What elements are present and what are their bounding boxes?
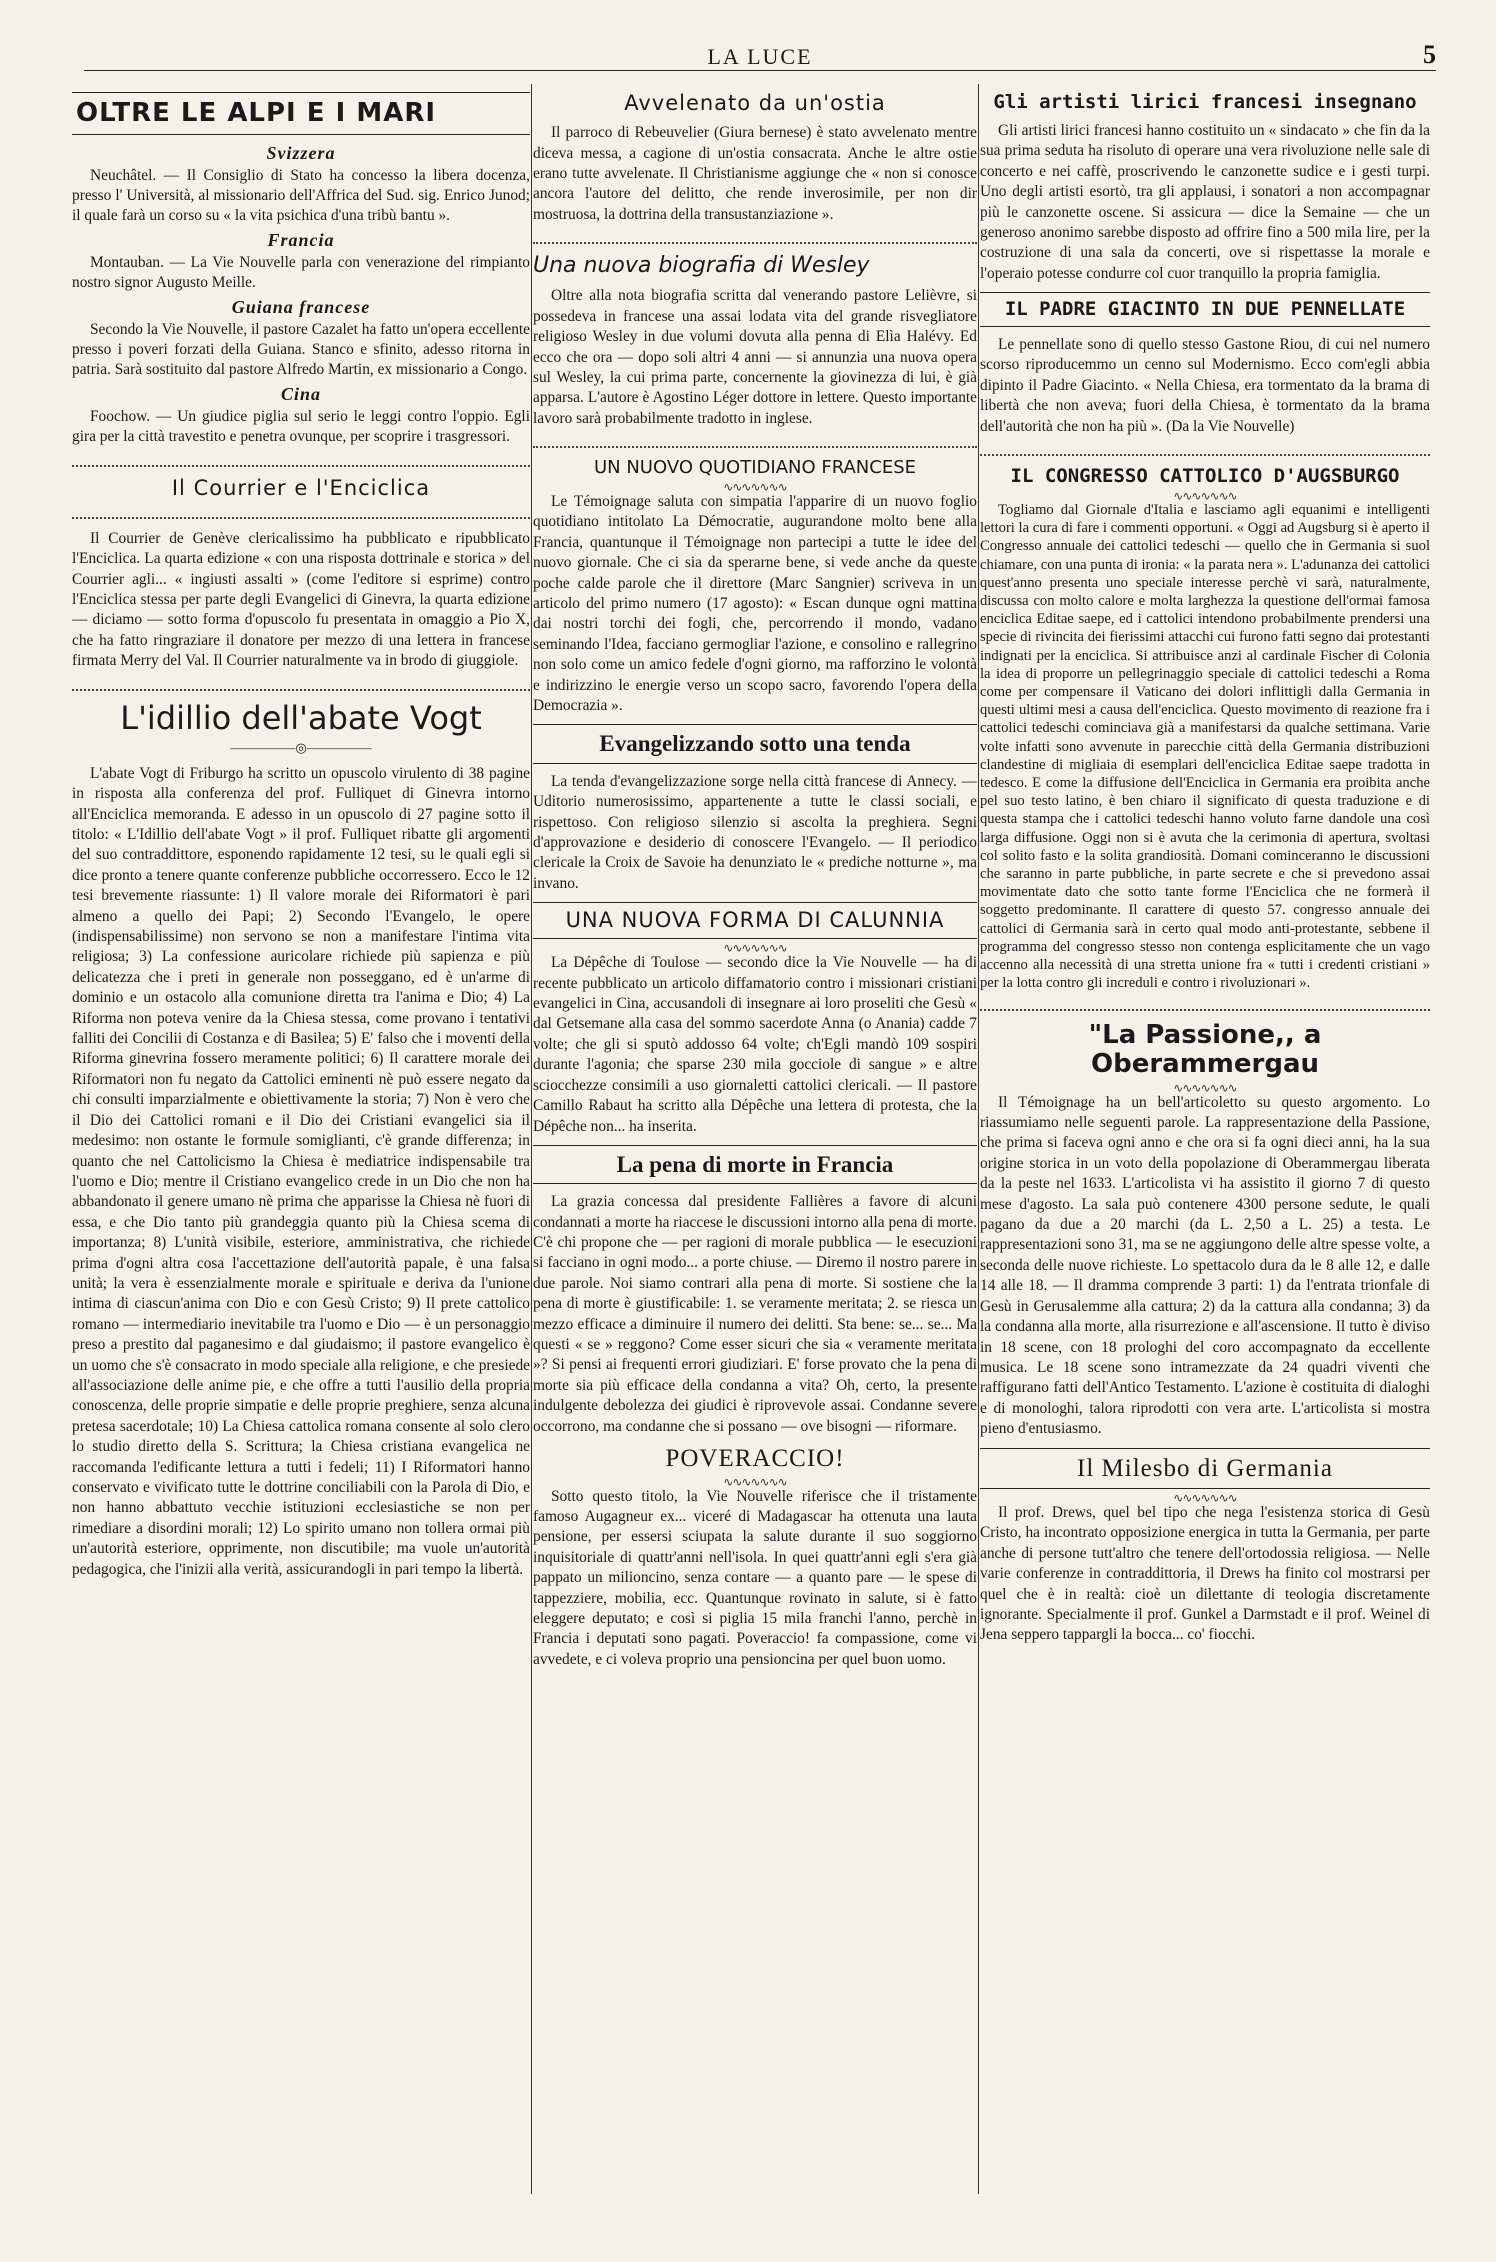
article-heading: Il Courrier e l'Enciclica <box>171 475 431 500</box>
section-divider <box>980 445 1430 456</box>
article-padre-giacinto <box>980 292 1430 437</box>
article-text: L'abate Vogt di Friburgo ha scritto un opuscolo virulento di 38 pagine in risposta alla conferenza del prof. Fulliquet di Ginevra intorno all'Enciclica memoranda. E adesso in un opuscolo di 27 pagine sotto il titolo: « L'Idillio dell'abate Vogt » il prof. Fulliquet ribatte gli argomenti del suo contraddittore, esponendo rapidamente 12 tesi, su le quali egli si dice pronto a tenere quante conferenze pubbliche occorressero. Ecco le 12 tesi brevemente riassunte: 1) Il valore morale dei Riformatori è pari almeno a quello dei Papi; 2) Secondo l'Evangelo, le opere (indispensabilissime) non servono se non a manifestare l'intima vita religiosa; 3) La confessione auricolare richiede più sapienza e più delicatezza che i preti in generale non posseggano, ed è un'arme di dominio e un ostacolo alla comunione diretta tra l'anima e Dio; 4) La Riforma non poteva venire da la Chiesa stessa, come provano i tentativi falliti dei Concilii di Costanza e di Basilea; 5) E' falso che i moventi della Riforma ginevrina fossero meramente politici; 6) Il carattere morale dei Riformatori non fu negato da Cattolici eminenti nè può essere negato da chi consulti imparzialmente e obiettivamente la storia; 7) Non è vero che il Dio dei Cattolici romani e il Dio dei Cristiani evangelici sia il medesimo: non ostante le formule somiglianti, c'è grande differenza; in quanto che nel Cattolicismo la Chiesa è mediatrice indispensabile tra l'uomo e Dio; mentre il Cristiano evangelico crede in un Dio che non ha abbandonato il genere umano nè prima che apparisse la Chiesa nè fuori di essa, e che Dio tanto più grandeggia quanto più la Chiesa scema di importanza; 8) L'unità visibile, esteriore, amministrativa, che richiede prima d'ogni altra cosa l'accettazione dell'autorità papale, è una falsa unità; la vera è essenzialmente morale e spirituale e deriva da l'unione intima di ciascun'anima con Dio e con Gesù Cristo; 9) Il prete cattolico romano — intermediario inevitabile tra l'uomo e Dio — è un personaggio preso a prestito dal paganesimo e dal giudaismo; il pastore evangelico è un uomo che s'è consacrato in modo speciale alla religione, e che presiede all'associazione delle anime pie, e che offre a tutti l'ausilio della propria conoscenza, delle proprie simpatie e delle proprie preghiere, senza alcuna pretesa sacerdotale; 10) La Chiesa cattolica romana consente al solo clero lo studio diretto della S. Scrittura; la Chiesa cristiana evangelica ne raccomanda l'edificante lettura a tutti i fedeli; 11) I Riformatori hanno conservato e vivificato tutte le dottrine conciliabili con la Parola di Dio, e non hanno abbattuto vecchie istituzioni ecclesiastiche se non per rimediare a disordini morali; 12) Lo spirito umano non tollera ormai più un'autorità esteriore, opprimente, non discutibile; ma vuole un'autorità pedagogica, che l'inizii alla verità, assicurandogli in pari tempo la libertà. <box>72 764 530 1578</box>
article-text: Montauban. — La Vie Nouvelle parla con venerazione del rimpianto nostro signor Augusto Meille. <box>72 253 530 292</box>
article-quotidiano <box>533 458 977 716</box>
region-heading: Cina <box>280 383 322 404</box>
article-heading: POVERACCIO! <box>665 1445 845 1473</box>
article-pena-di-morte <box>533 1145 977 1437</box>
article-text: Foochow. — Un giudice piglia sul serio le leggi contro l'oppio. Egli gira per la città travestito e penetra ovunque, per scoprire i trasgressori. <box>72 407 530 446</box>
article-heading: L'idillio dell'abate Vogt <box>120 698 482 737</box>
article-heading: Una nuova biografia di Wesley <box>533 253 870 279</box>
ornament-icon: ∿∿∿∿∿∿∿ <box>723 1474 787 1489</box>
article-text: Le pennellate sono di quello stesso Gastone Riou, di cui nel numero scorso riproducemmo un cenno sul Modernismo. Ecco com'egli abbia dipinto il Padre Giacinto. « Nella Chiesa, era tormentato da la brama di libertà che non aveva; fuori della Chiesa, è tormentato da la brama dell'autorità che non ha più ». (Da la Vie Nouvelle) <box>980 336 1430 435</box>
article-heading: La pena di morte in Francia <box>533 1145 977 1184</box>
article-text: La Dépêche di Toulose — secondo dice la Vie Nouvelle — ha di recente pubblicato un articolo diffamatorio contro i missionari cristiani evangelici in Cina, accusandoli di insegnare ai loro proseliti che Gesù « dal Getsemane alla casa del sommo sacerdote Anna (o Anania) cadde 7 volte; che gli si sputò addosso 64 volte; ch'Egli mandò 109 sospiri durante l'agonia; che sparse 230 mila gocciole di sangue » e altre sciocchezze consimili a uso giornaletti cattolici clericali. — Il pastore Camillo Rabaut ha scritto alla Dépêche una lettera di protesta, che la Dépêche non... ha inserita. <box>533 954 977 1135</box>
article-artisti <box>980 92 1430 284</box>
region-heading: Guiana francese <box>231 296 371 317</box>
masthead <box>84 40 1436 71</box>
region-heading: Francia <box>267 229 335 250</box>
heading-rule <box>72 508 530 519</box>
section-divider <box>533 233 977 244</box>
column-1 <box>72 86 530 1588</box>
article-heading: Il Milesbo di Germania <box>980 1448 1430 1490</box>
article-text: Il parroco di Rebeuvelier (Giura bernese) è stato avvelenato mentre diceva messa, a cagione di un'ostia consacrata. Anche le altre ostie erano tutte avvelenate. Il Christianisme aggiunge che « non si conosce ancora l'autore del delitto, che rende inverosimile, per non dir mostruosa, la dottrina della transustanziazione ». <box>533 124 977 223</box>
article-heading: Evangelizzando sotto una tenda <box>533 724 977 763</box>
article-idillio <box>72 698 530 1580</box>
newspaper-title: LA LUCE <box>707 44 813 69</box>
article-poveraccio <box>533 1445 977 1670</box>
article-text: Gli artisti lirici francesi hanno costituito un « sindacato » che fin da la sua prima seduta ha risoluto di operare una vera rivoluzione nelle sale di concerto e nei caffè, proscrivendo le canzonette sudice e i gesti turpi. Uno degli artisti esortò, tra gli applausi, i sonatori a non accompagnar più le canzonette oscene. Si assicura — dice la Semaine — che un generoso anonimo sarebbe disposto ad offrire fino a 500 mila lire, per la costruzione di una sala da concerti, ove si rispettasse la morale e l'operaio potesse condurre col cuor tranquillo la propria famiglia. <box>980 121 1430 282</box>
article-congresso <box>980 466 1430 992</box>
article-heading: "La Passione,, a Oberammergau <box>1088 1020 1322 1080</box>
section-divider <box>72 680 530 691</box>
ornament-icon: ∿∿∿∿∿∿∿ <box>1173 1491 1237 1506</box>
ornament-icon: ∿∿∿∿∿∿∿ <box>1173 488 1237 503</box>
article-courrier <box>72 477 530 672</box>
article-passione <box>980 1021 1430 1439</box>
article-text: Le Témoignage saluta con simpatia l'apparire di un nuovo foglio quotidiano intitolato La Démocratie, augurandone molto bene alla Francia, quantunque il Témoignage non partecipi a tutte le idee del nuovo giornale. Che ci sia da sperarne bene, si vede anche da queste poche calde parole che il direttore (Marc Sangnier) scriveva in un articolo del primo numero (17 agosto): « Escan dunque ogni mattina dai nostri torchi dei fogli, che, percorrendo il mondo, vadano seminando l'Idea, facciano germogliar l'azione, e consolino e rallegrino non solo come un amico fedele d'ogni giorno, ma rafforzino le volontà e indirizzino le energie verso un scopo sacro, favorendo l'opera della Democrazia ». <box>533 492 977 715</box>
article-text: Secondo la Vie Nouvelle, il pastore Cazalet ha fatto un'opera eccellente presso i poveri forzati della Guiana. Stanco e sfinito, adesso ritorna in patria. Sarà sostituito dal pastore Alfredo Martin, ex missionario a Congo. <box>72 320 530 379</box>
article-text: Togliamo dal Giornale d'Italia e lasciamo agli equanimi e intelligenti lettori la cura di fare i commenti opportuni. « Oggi ad Augsburg si è aperto il Congresso annuale dei cattolici tedeschi — quello che in Germania si suol chiamare, con una punta di ironia: « la parata nera ». L'adunanza dei cattolici quest'anno presenta uno speciale interesse perchè vi sarà, naturalmente, discussa con molto calore e molta larghezza la questione dell'ormai famosa enciclica Editae saepe, ed i cattolici intendono probabilmente prendersi una specie di rivincita dei fierissimi attacchi cui furono fatti segno dai protestanti indignati per la enciclica. Si attribuisce anzi al cardinale Fischer di Colonia la idea di proporre un pellegrinaggio speciale di cattolici tedeschi a Roma come per compensare il Vaticano dei dolori inflittigli dalla Germania in questi ultimi mesi a causa dell'enciclica. Questo movimento di reazione fra i cattolici tedeschi cominciava già a manifestarsi da qualche settimana. Varie volte infatti sono avvenute in parecchie città della Germania distribuzioni clandestine di migliaia di esemplari dell'enciclica Editae saepe tradotta in tedesco. E come la diffusione dell'Enciclica in Germania era proibita anche pel suo testo latino, è ben chiaro il significato di questa traduzione e di questa stampa che i cattolici tedeschi hanno voluto farne dandole una così larga diffusione. Oggi non si è avuta che la cerimonia di apertura, svoltasi col solito fasto e la solita grandiosità. Domani cominceranno le discussioni che saranno in parte pubbliche, in parte secrete e che si prevedono assai movimentate dato che sotto tante forme l'Enciclica che ne formerà il soggetto predominante. Il carattere di questo 57. congresso annuale dei cattolici di Germania sarà in certo qual modo anti-protestante, sebbene il programma del congresso stesso non contenga esplicitamente che un vago accenno alla necessità di una stretta unione fra « tutti i credenti cristiani » per la lotta contro gli increduli e contro i rivoluzionari ». <box>980 501 1430 992</box>
column-2 <box>533 86 977 1678</box>
article-oltre-le-alpi <box>72 92 530 448</box>
article-text: Il Témoignage ha un bell'articoletto su questo argomento. Lo riassumiamo nelle seguenti parole. La rappresentazione della Passione, che prima si faceva ogni anno e che ora si fa ogni dieci anni, ha la sua origine storica in un voto della popolazione di Oberammergau liberata da la peste nel 1633. L'articolista vi ha assistito il giorno 7 di questo mese d'agosto. La sala può contenere 4300 persone sedute, le quali pagano da due a 20 marchi (da L. 2,50 a L. 25) a testa. Le rappresentazioni sono 31, ma se ne aggiungono delle altre spesse volte, a seconda delle nuove richieste. Lo spettacolo dura da le 8 alle 12, e dalle 14 alle 18. — Il dramma comprende 3 parti: 1) da l'entrata trionfale di Gesù in Gerusalemme alla cattura; 2) da la cattura alla condanna; 3) da la condanna alla morte, alla risurrezione e all'ascensione. Il tutto è diviso in 18 scene, con 18 prologhi del coro accompagnato da eccellente musica. Le 18 scene sono intramezzate da 24 quadri viventi che raffigurano fatti dell'Antico Testamento. L'azione è costituita di dialoghi e di monologhi, talora riprodotti con vera arte. L'articolista si mostra pieno d'entusiasmo. <box>980 1093 1430 1438</box>
column-3 <box>980 86 1430 1654</box>
ornament-icon: ∿∿∿∿∿∿∿ <box>723 479 787 494</box>
article-heading: OLTRE LE ALPI E I MARI <box>72 92 530 135</box>
article-heading: Avvelenato da un'ostia <box>624 91 886 115</box>
article-heading: IL CONGRESSO CATTOLICO D'AUGSBURGO <box>1010 465 1400 488</box>
article-text: Sotto questo titolo, la Vie Nouvelle riferisce che il tristamente famoso Augagneur ex... viceré di Madagascar ha ottenuta una lauta pensione, per essersi sciupata la salute durante il suo soggiorno inquisitoriale di quattr'anni nell'isola. In quei quattr'anni egli s'era già pappato un milioncino, senza contare — a quanto pare — le spese di tappezziere, mobilia, ecc. Quantunque rovinato in salute, si è fatto eleggere deputato; e così si piglia 15 mila franchi l'anno, perchè in Francia i deputati sono pagati. Poveraccio! fa compassione, come vi avvedete, e ci voleva proprio una pensioncina per quel buon uomo. <box>533 1487 977 1668</box>
article-text: Neuchâtel. — Il Consiglio di Stato ha concesso la libera docenza, presso l' Università, al missionario dell'Affrica del Sud. sig. Enrico Junod; il quale farà un corso su « la vita psichica d'una tribù bantu ». <box>72 166 530 225</box>
ornament-icon: ∿∿∿∿∿∿∿ <box>1173 1080 1237 1095</box>
section-divider <box>533 437 977 448</box>
article-heading: UNA NUOVA FORMA DI CALUNNIA <box>533 902 977 939</box>
article-text: Il prof. Drews, quel bel tipo che nega l'esistenza storica di Gesù Cristo, ha incontrato opposizione energica in tutta la Germania, per parte anche di persone tutt'altro che tenere dell'ortodossia religiosa. — Nelle varie conferenze in contraddittoria, il Drews ha finito col mostrarsi per quel che è in realtà: cioè un dilettante di teologia discretamente ignorante. Specialmente il prof. Gunkel a Darmstadt e il prof. Weinel di Jena seppero tappargli la bocca... co' fiocchi. <box>980 1504 1430 1644</box>
article-text: Oltre alla nota biografia scritta dal venerando pastore Lelièvre, si possedeva in francese una assai lodata vita del grande risvegliatore religioso Wesley in due volumi dovuta alla penna di Elìa Halévy. Ed ecco che ora — dopo soli altri 4 anni — si annunzia una nuova opera sul Wesley, la cui prima parte, concernente la giovinezza di lui, è già apparsa. L'autore è Agostino Léger dottore in lettere. Questo importante lavoro sarà probabilmente tradotto in inglese. <box>533 287 977 427</box>
article-tenda <box>533 724 977 894</box>
article-text: Il Courrier de Genève clericalissimo ha pubblicato e ripubblicato l'Enciclica. La quarta edizione « con una risposta dottrinale e storica » del Courrier agli... « ingiusti assalti » (come l'editore si esprime) contro l'Enciclica stessa per parte degli Evangelici di Ginevra, la quarta edizione — diciamo — sotto forma d'opuscolo fu presentata in omaggio a Pio X, che ha fatto ringraziare il donatore per mezzo di una lettera in francese firmata Merry del Val. Il Courrier naturalmente va in brodo di giuggiole. <box>72 529 530 670</box>
page-number: 5 <box>1423 40 1436 69</box>
column-divider <box>978 84 979 2194</box>
ornament-icon: ∿∿∿∿∿∿∿ <box>723 941 787 956</box>
article-milesbo <box>980 1448 1430 1646</box>
section-divider <box>980 1000 1430 1011</box>
ornament-icon: —————◎————— <box>230 739 372 755</box>
section-divider <box>72 456 530 467</box>
article-wesley <box>533 254 977 429</box>
column-divider <box>531 84 532 2194</box>
article-text: La grazia concessa dal presidente Fallières a favore di alcuni condannati a morte ha riaccese le discussioni intorno alla pena di morte. C'è chi propone che — per ragioni di morale pubblica — le esecuzioni si facciano in ogni modo... a porte chiuse. — Diremo il nostro parere in due parole. Noi siamo contrari alla pena di morte. Si sostiene che la pena di morte è giustificabile: 1. se veramente meritata; 2. se riesca un mezzo efficace a diminuire il numero dei delitti. Sta bene: se... se... Ma questi « se » reggono? Come esser sicuri che sia « veramente meritata »? Si pensi ai frequenti errori giudiziari. E' forse provato che la pena di morte sia più efficace della condanna a vita? Oh, certo, la presente indulgente debolezza dei giudici è riprovevole assai. Condanne severe occorrono, ma condanne che si possano — ove bisogni — riformare. <box>533 1193 977 1435</box>
article-heading: UN NUOVO QUOTIDIANO FRANCESE <box>593 457 917 479</box>
article-ostia <box>533 92 977 225</box>
region-heading: Svizzera <box>266 142 336 163</box>
article-heading: Gli artisti lirici francesi insegnano <box>993 91 1417 113</box>
article-heading: IL PADRE GIACINTO IN DUE PENNELLATE <box>980 292 1430 327</box>
article-text: La tenda d'evangelizzazione sorge nella città francese di Annecy. — Uditorio numerosissimo, appartenente a tutte le classi sociali, e rispettoso. Con religioso silenzio si ascolta la preghiera. Segni d'approvazione e desiderio di conoscere l'Evangelo. — Il periodico clericale la Croix de Savoie ha denunziato le « prediche notturne », ma invano. <box>533 772 977 892</box>
article-calunnia <box>533 902 977 1137</box>
